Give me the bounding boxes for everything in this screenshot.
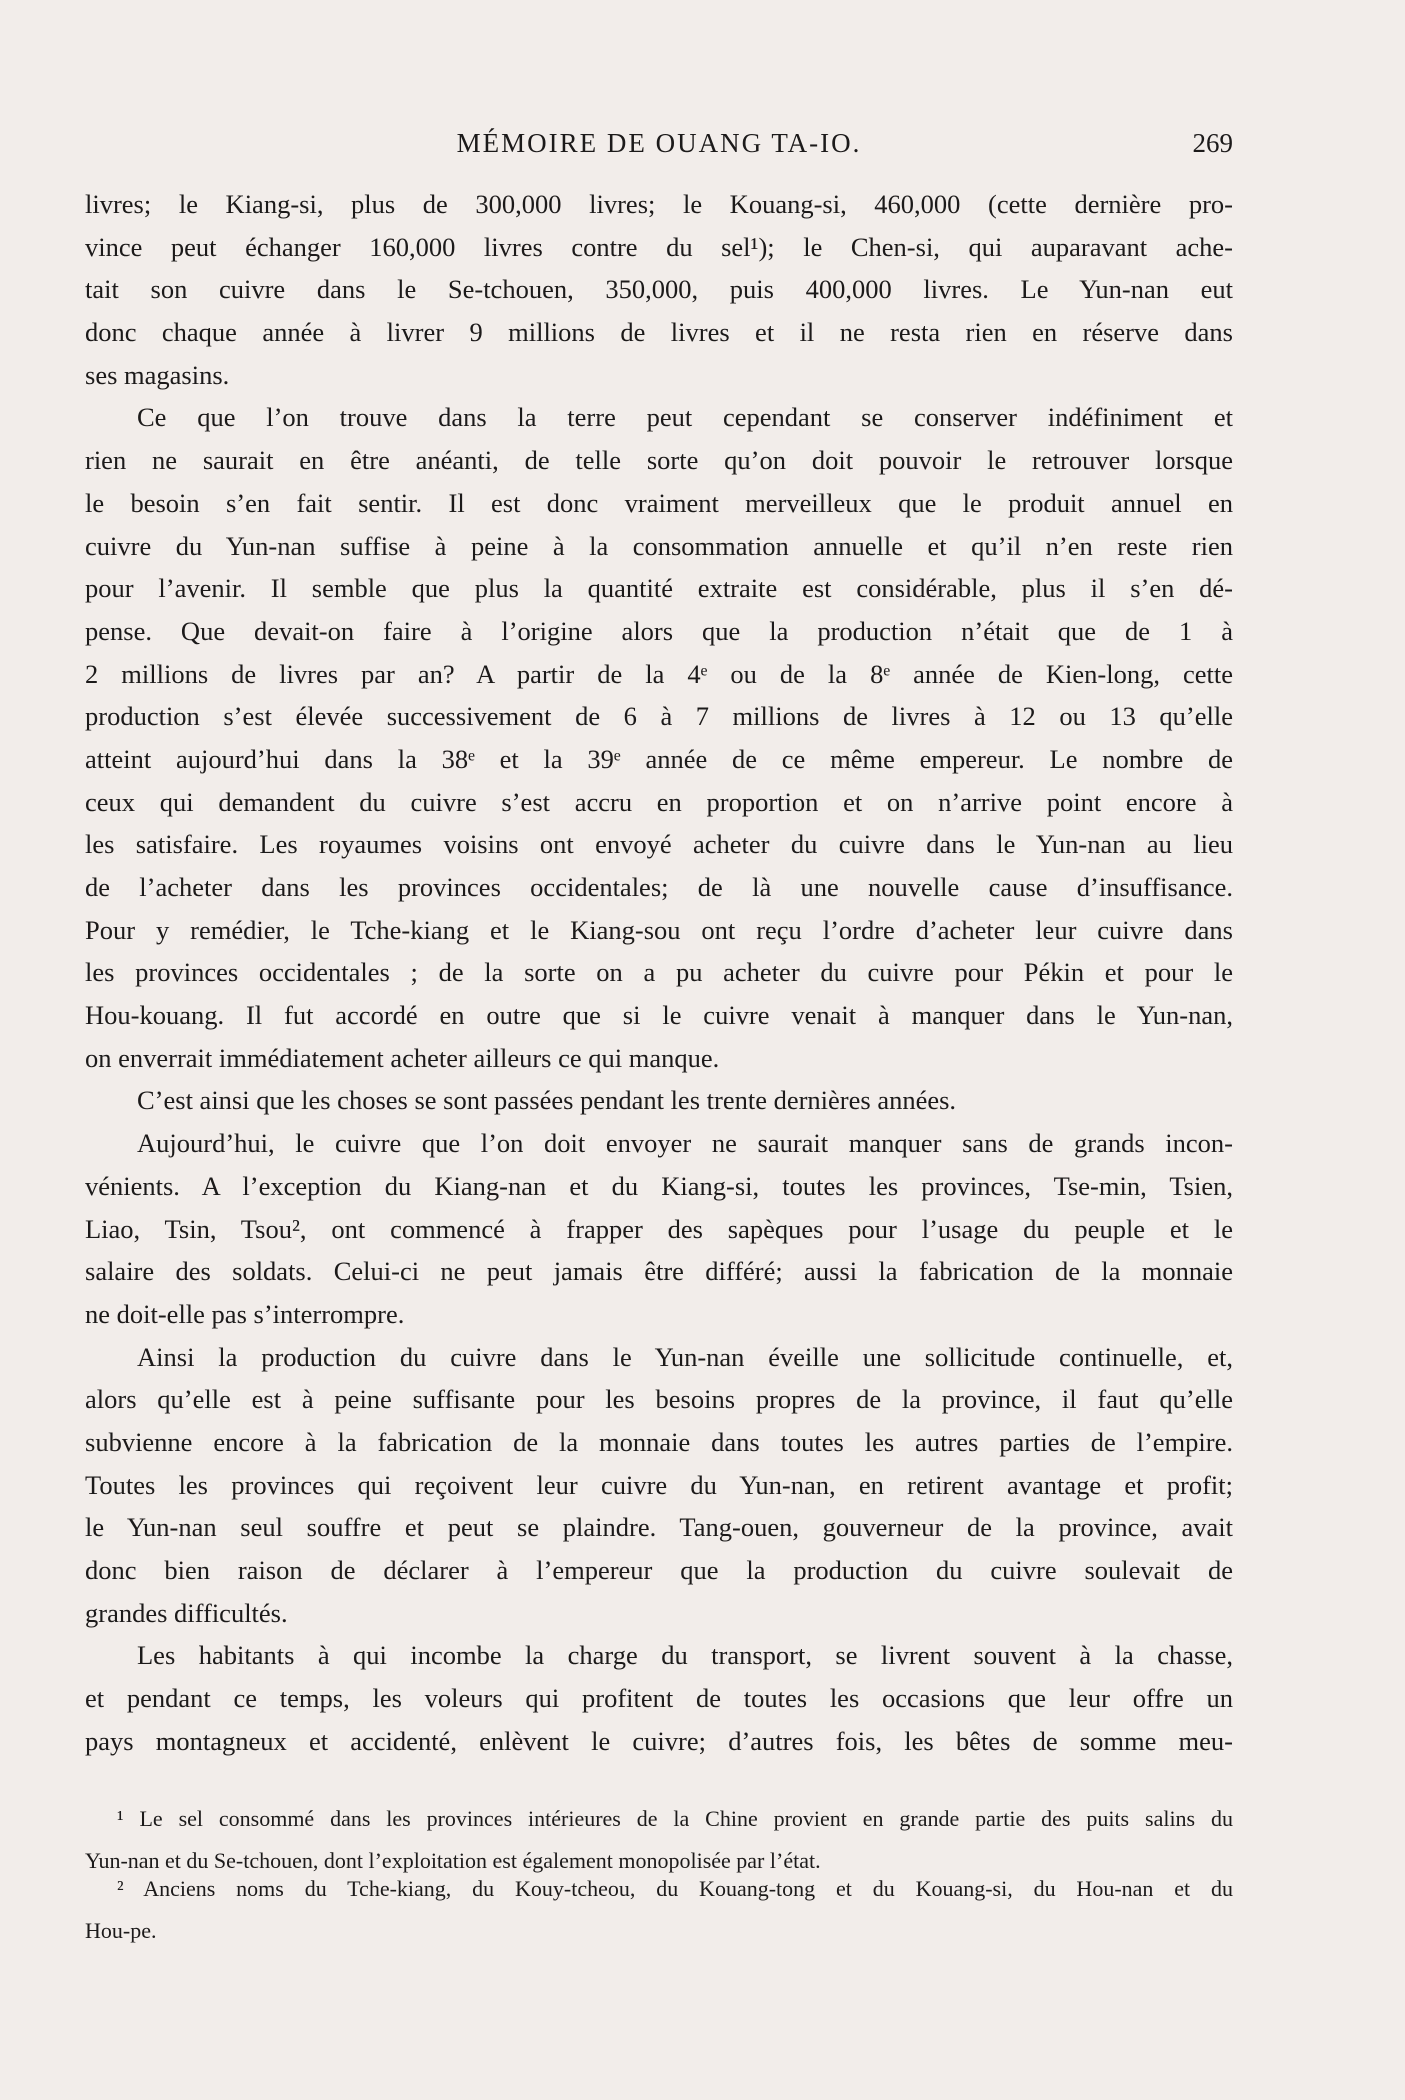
footnote-line: Hou-pe. [85, 1918, 157, 1943]
text-line: vince peut échanger 160,000 livres contre du sel¹); le Chen-si, qui auparavant ache- [85, 231, 1233, 262]
text-line: le Yun-nan seul souffre et peut se plaindre. Tang-ouen, gouverneur de la province, avait [85, 1512, 1233, 1543]
text-line: ceux qui demandent du cuivre s’est accru en proportion et on n’arrive point encore à [85, 786, 1233, 817]
text-line: Liao, Tsin, Tsou², ont commencé à frapper des sapèques pour l’usage du peuple et le [85, 1213, 1233, 1244]
text-line: livres; le Kiang-si, plus de 300,000 livres; le Kouang-si, 460,000 (cette dernière pro- [85, 189, 1233, 219]
text-line: Les habitants à qui incombe la charge du transport, se livrent souvent à la chasse, [137, 1640, 1233, 1671]
paragraph [85, 1634, 1233, 1762]
text-line: Toutes les provinces qui reçoivent leur cuivre du Yun-nan, en retirent avantage et profit; [85, 1469, 1233, 1500]
text-line: rien ne saurait en être anéanti, de telle sorte qu’on doit pouvoir le retrouver lorsque [85, 445, 1233, 476]
text-line: pour l’avenir. Il semble que plus la quantité extraite est considérable, plus il s’en dé- [85, 573, 1233, 604]
paragraph [85, 1079, 1233, 1122]
running-title: MÉMOIRE DE OUANG TA-IO. [456, 128, 862, 158]
footnote [85, 1805, 1233, 1875]
text-line: Pour y remédier, le Tche-kiang et le Kiang-sou ont reçu l’ordre d’acheter leur cuivre dans [85, 914, 1233, 945]
text-line: et pendant ce temps, les voleurs qui profitent de toutes les occasions que leur offre un [85, 1683, 1233, 1714]
paragraph [85, 396, 1233, 1079]
text-line: cuivre du Yun-nan suffise à peine à la consommation annuelle et qu’il n’en reste rien [85, 530, 1233, 561]
paragraph [85, 183, 1233, 396]
running-header [85, 128, 1233, 168]
text-line: atteint aujourd’hui dans la 38ᵉ et la 39ᵉ année de ce même empereur. Le nombre de [85, 743, 1233, 774]
text-line: les provinces occidentales ; de la sorte on a pu acheter du cuivre pour Pékin et pour le [85, 957, 1233, 988]
text-line: donc bien raison de déclarer à l’empereur que la production du cuivre soulevait de [85, 1555, 1233, 1585]
text-line: vénients. A l’exception du Kiang-nan et du Kiang-si, toutes les provinces, Tse-min, Tsien, [85, 1170, 1233, 1201]
text-line: on enverrait immédiatement acheter ailleurs ce qui manque. [85, 1042, 720, 1073]
footnote-line: ² Anciens noms du Tche-kiang, du Kouy-tcheou, du Kouang-tong et du Kouang-si, du Hou-nan et du [117, 1876, 1233, 1901]
text-line: le besoin s’en fait sentir. Il est donc vraiment merveilleux que le produit annuel en [85, 487, 1233, 518]
text-line: ses magasins. [85, 359, 230, 390]
text-line: C’est ainsi que les choses se sont passées pendant les trente dernières années. [137, 1085, 957, 1116]
text-line: grandes difficultés. [85, 1597, 288, 1628]
text-line: subvienne encore à la fabrication de la monnaie dans toutes les autres parties de l’empire. [85, 1426, 1233, 1457]
page-number: 269 [1192, 128, 1233, 158]
text-line: tait son cuivre dans le Se-tchouen, 350,000, puis 400,000 livres. Le Yun-nan eut [85, 274, 1233, 305]
footnote-line: ¹ Le sel consommé dans les provinces intérieures de la Chine provient en grande partie des puits salins du [117, 1806, 1233, 1831]
footnote [85, 1875, 1233, 1945]
text-line: donc chaque année à livrer 9 millions de livres et il ne resta rien en réserve dans [85, 317, 1233, 348]
paragraph [85, 1122, 1233, 1335]
text-line: pays montagneux et accidenté, enlèvent le cuivre; d’autres fois, les bêtes de somme meu- [85, 1725, 1233, 1756]
text-line: Hou-kouang. Il fut accordé en outre que si le cuivre venait à manquer dans le Yun-nan, [85, 1000, 1233, 1031]
body-text [85, 183, 1233, 1762]
text-line: Aujourd’hui, le cuivre que l’on doit envoyer ne saurait manquer sans de grands incon- [137, 1128, 1233, 1159]
text-line: Ce que l’on trouve dans la terre peut cependant se conserver indéfiniment et [137, 402, 1233, 433]
text-line: production s’est élevée successivement de 6 à 7 millions de livres à 12 ou 13 qu’elle [85, 701, 1233, 732]
text-line: ne doit-elle pas s’interrompre. [85, 1298, 405, 1329]
text-line: salaire des soldats. Celui-ci ne peut jamais être différé; aussi la fabrication de la monnaie [85, 1256, 1233, 1287]
text-line: de l’acheter dans les provinces occidentales; de là une nouvelle cause d’insuffisance. [85, 872, 1233, 902]
footnote-line: Yun-nan et du Se-tchouen, dont l’exploitation est également monopolisée par l’état. [85, 1848, 821, 1873]
text-line: 2 millions de livres par an? A partir de la 4ᵉ ou de la 8ᵉ année de Kien-long, cette [85, 658, 1233, 689]
text-line: Ainsi la production du cuivre dans le Yun-nan éveille une sollicitude continuelle, et, [137, 1341, 1233, 1372]
text-line: pense. Que devait-on faire à l’origine alors que la production n’était que de 1 à [85, 615, 1233, 646]
paragraph [85, 1336, 1233, 1635]
footnotes [85, 1805, 1233, 1945]
text-line: les satisfaire. Les royaumes voisins ont envoyé acheter du cuivre dans le Yun-nan au lieu [85, 829, 1233, 860]
text-line: alors qu’elle est à peine suffisante pour les besoins propres de la province, il faut qu’elle [85, 1384, 1233, 1415]
